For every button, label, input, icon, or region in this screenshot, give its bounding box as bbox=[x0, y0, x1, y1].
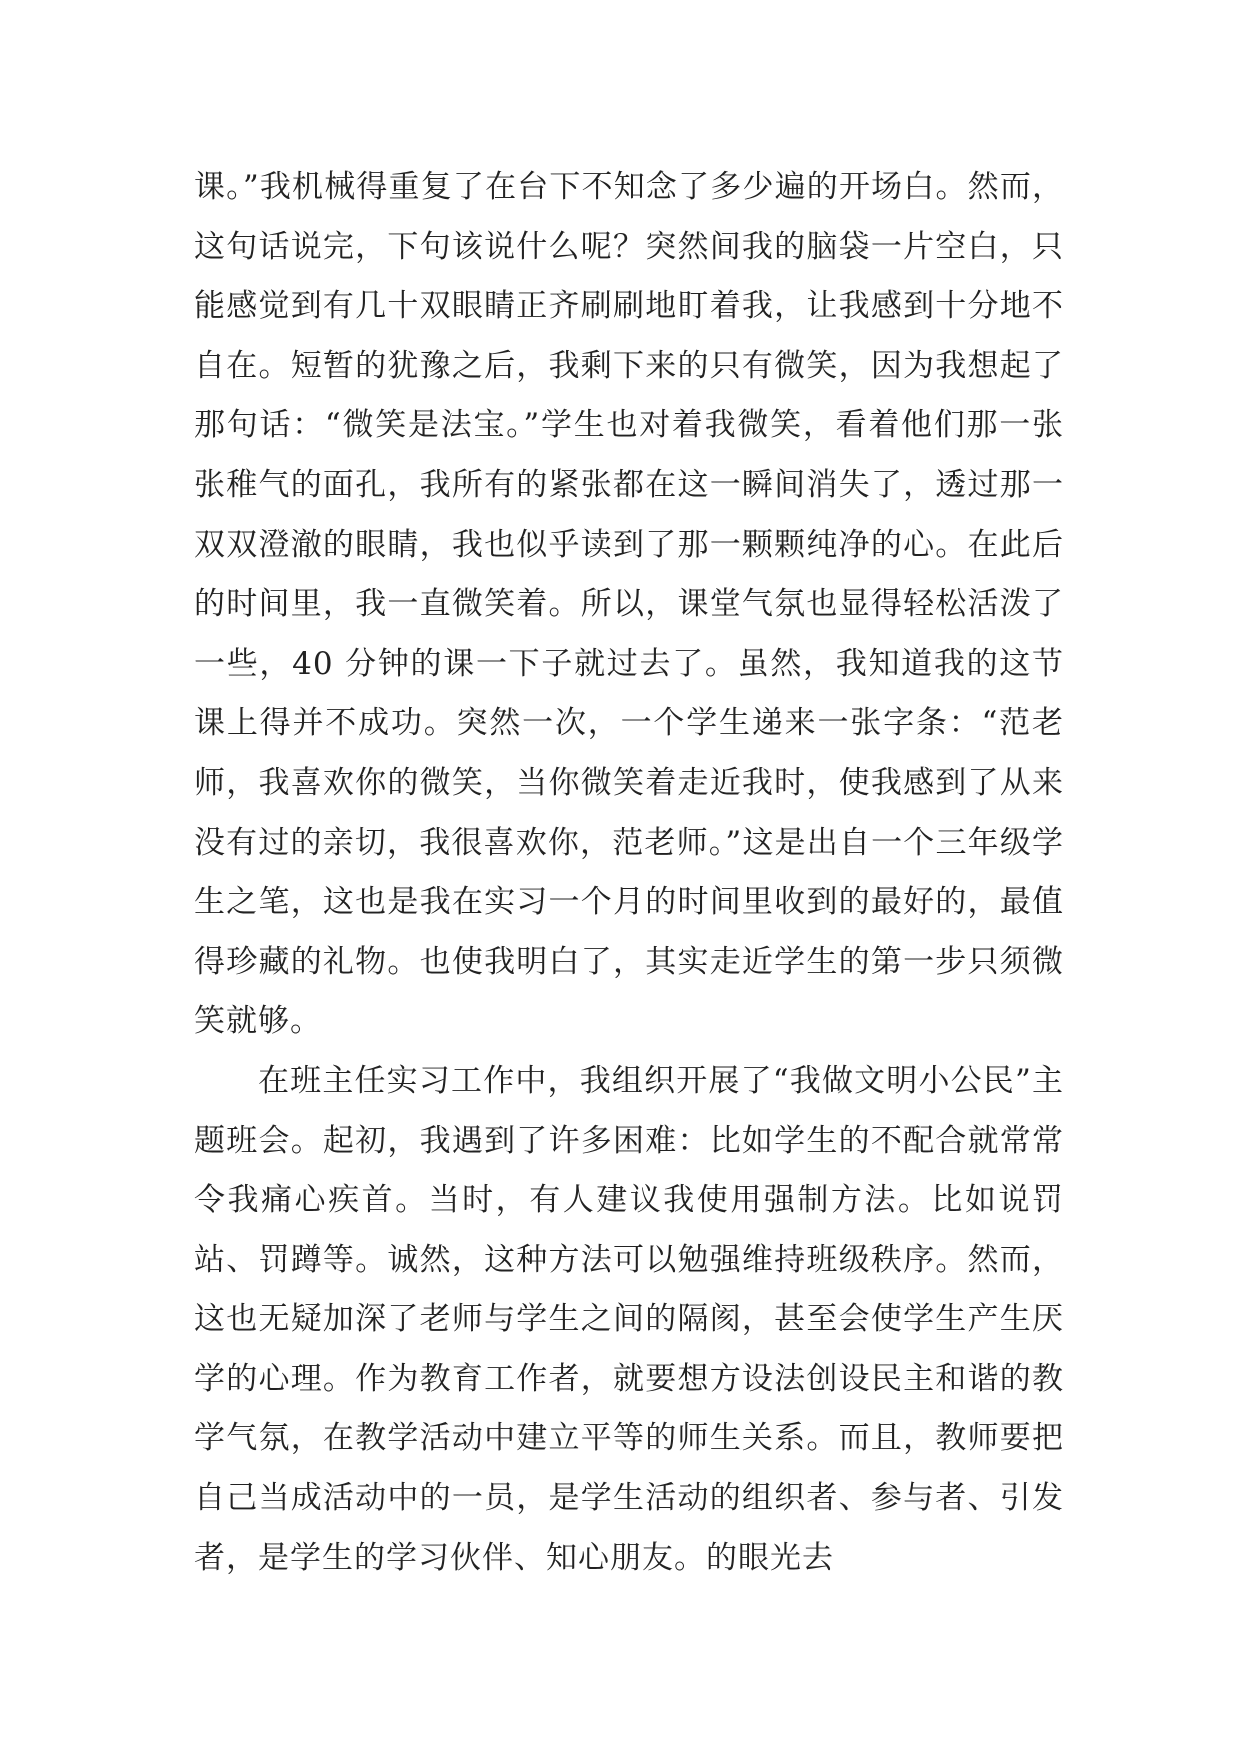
paragraph-continued: 课。”我机械得重复了在台下不知念了多少遍的开场白。然而，这句话说完，下句该说什么呢？突然间我的脑袋一片空白，只能感觉到有几十双眼睛正齐刷刷地盯着我，让我感到十分地不自在。短暂的犹豫之后，我剩下来的只有微笑，因为我想起了那句话：“微笑是法宝。”学生也对着我微笑，看着他们那一张张稚气的面孔，我所有的紧张都在这一瞬间消失了，透过那一双双澄澈的眼睛，我也似乎读到了那一颗颗纯净的心。在此后的时间里，我一直微笑着。所以，课堂气氛也显得轻松活泼了一些，40 分钟的课一下子就过去了。虽然，我知道我的这节课上得并不成功。突然一次，一个学生递来一张字条：“范老师，我喜欢你的微笑，当你微笑着走近我时，使我感到了从来没有过的亲切，我很喜欢你，范老师。”这是出自一个三年级学生之笔，这也是我在实习一个月的时间里收到的最好的，最值得珍藏的礼物。也使我明白了，其实走近学生的第一步只须微笑就够。 bbox=[194, 169, 1064, 1040]
paragraph: 在班主任实习工作中，我组织开展了“我做文明小公民”主题班会。起初，我遇到了许多困难：比如学生的不配合就常常令我痛心疾首。当时，有人建议我使用强制方法。比如说罚站、罚蹲等。诚然，这种方法可以勉强维持班级秩序。然而，这也无疑加深了老师与学生之间的隔阂，甚至会使学生产生厌学的心理。作为教育工作者，就要想方设法创设民主和谐的教学气氛，在教学活动中建立平等的师生关系。而且，教师要把自己当成活动中的一员，是学生活动的组织者、参与者、引发者，是学生的学习伙伴、知心朋友。的眼光去 bbox=[194, 1062, 1064, 1576]
body-text bbox=[194, 158, 1064, 1588]
